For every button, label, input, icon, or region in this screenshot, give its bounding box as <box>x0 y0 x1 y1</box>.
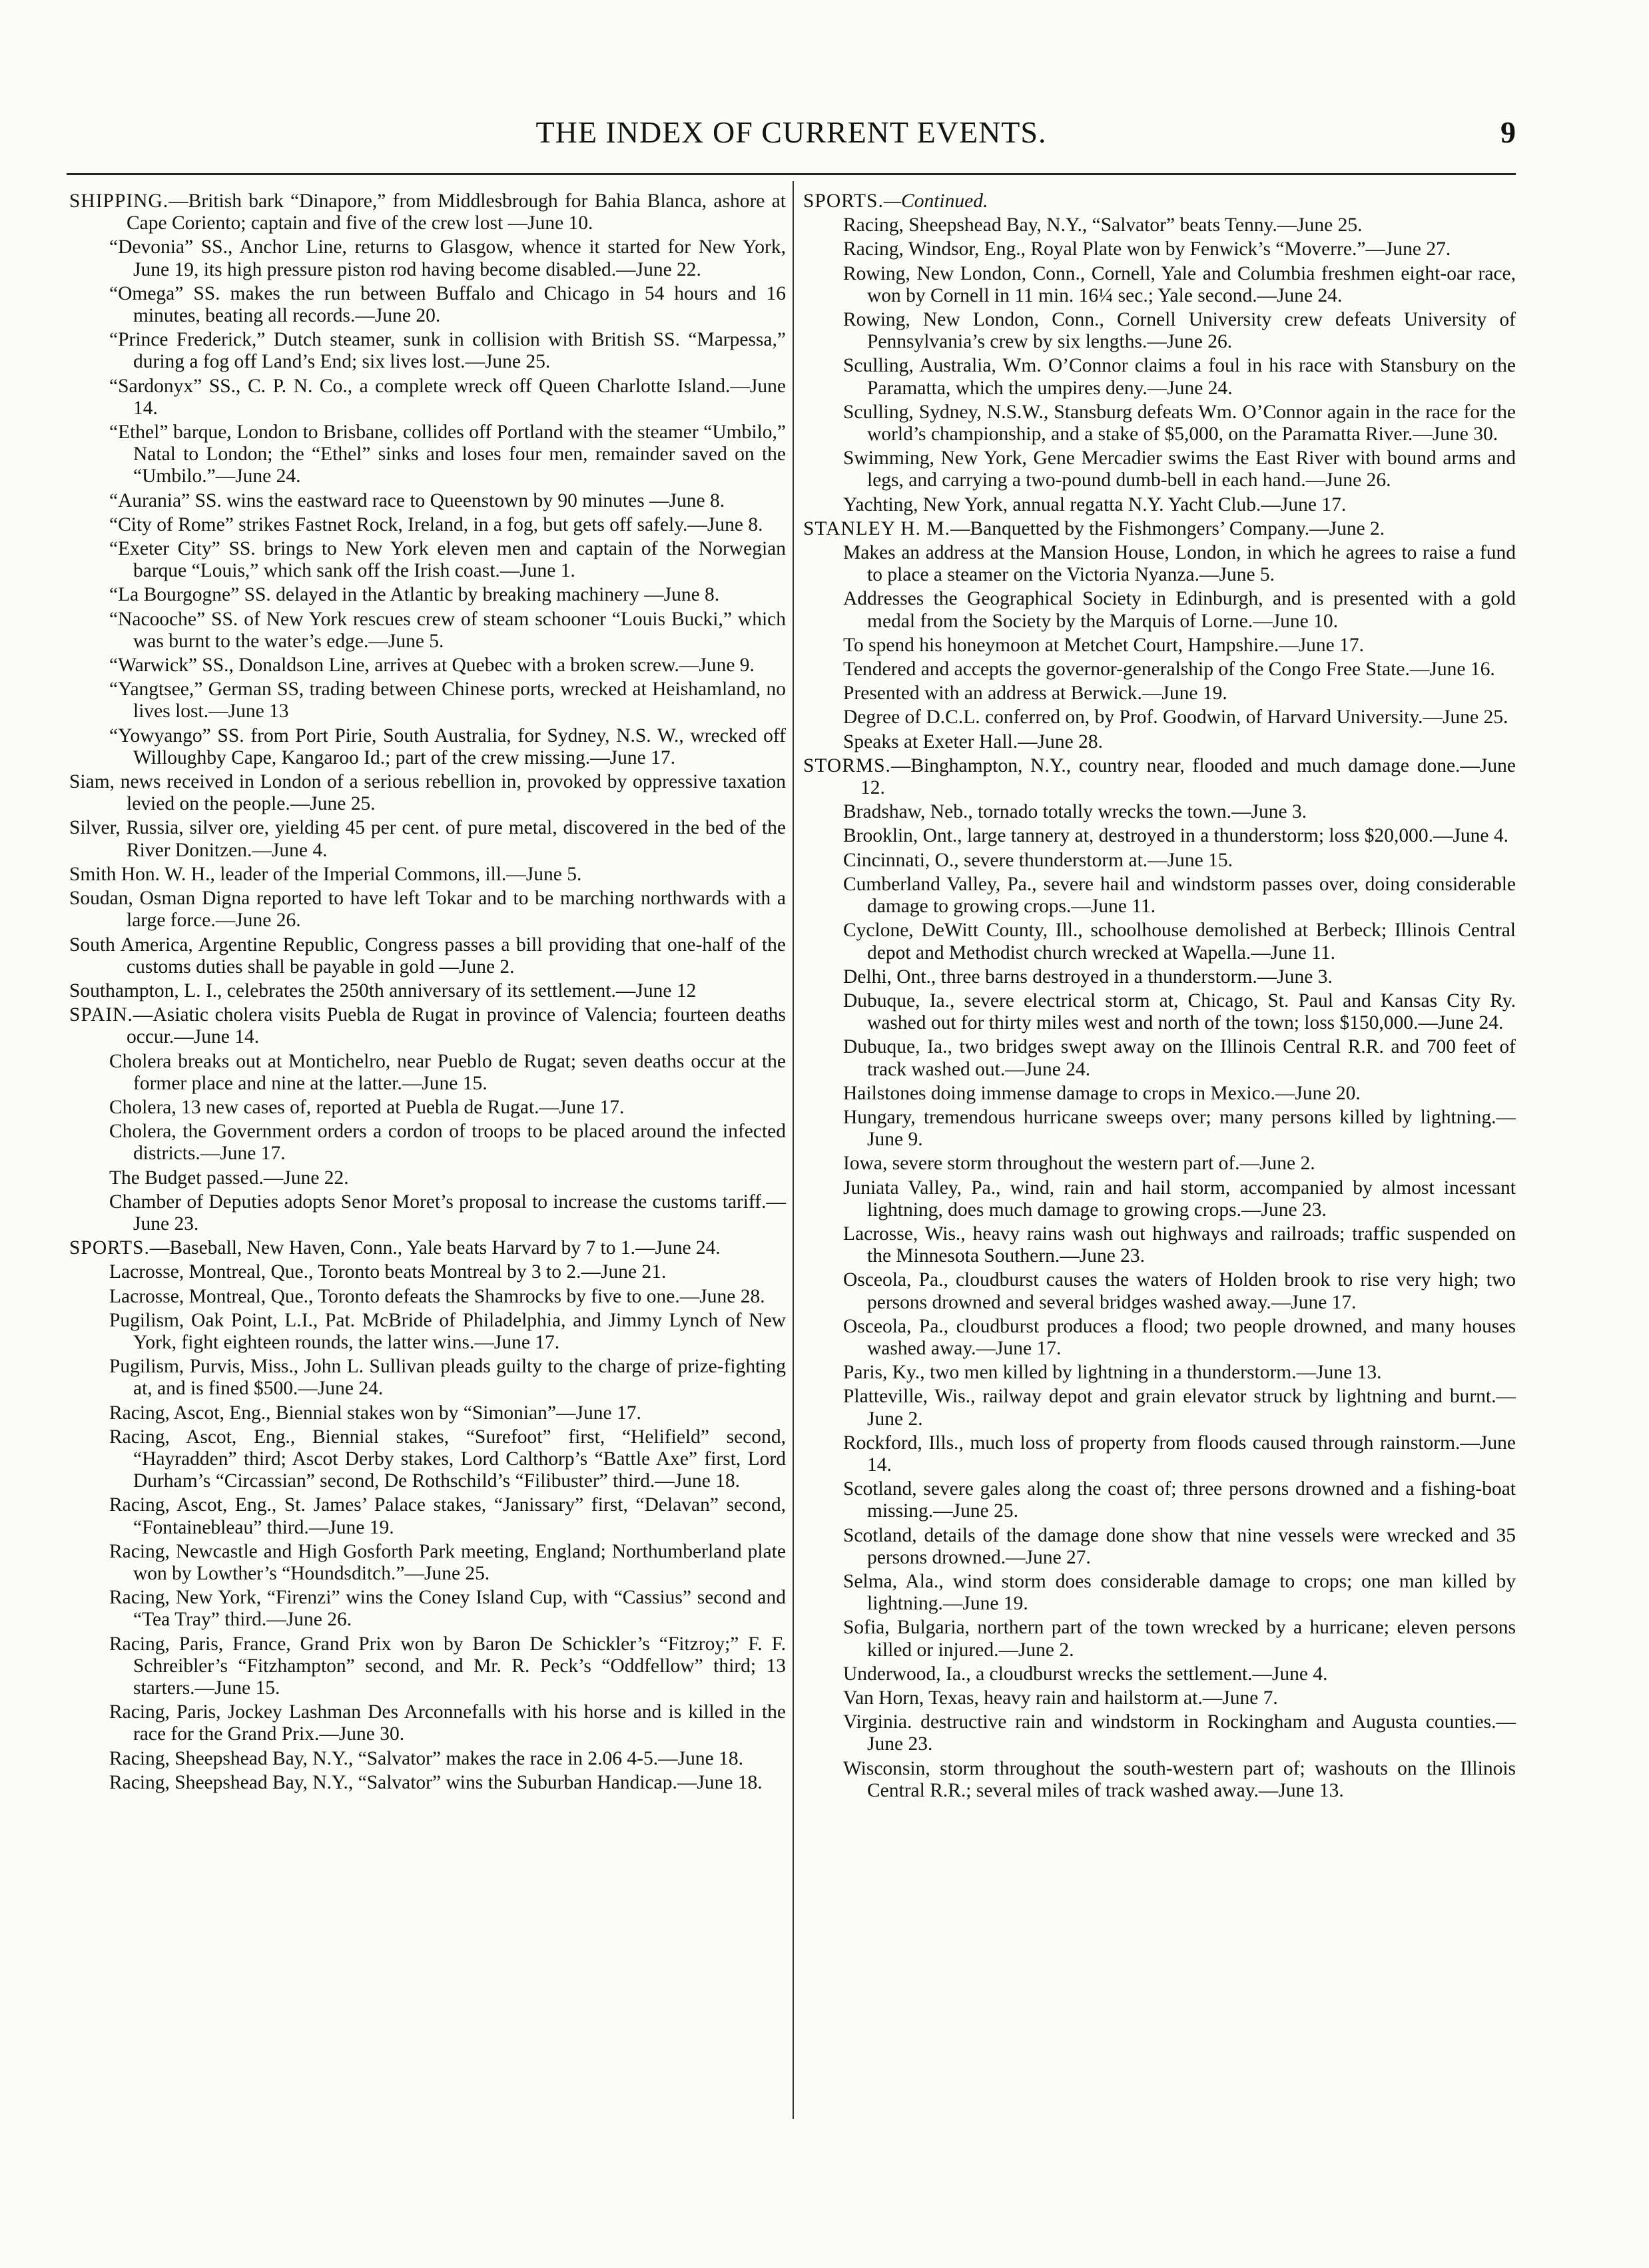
entry-text: “Omega” SS. makes the run between Buffalo and Chicago in 54 hours and 16 minutes, beating all records.—June 20. <box>109 282 786 327</box>
entry-heading: STANLEY H. M. <box>803 517 950 539</box>
index-entry <box>803 1386 1516 1430</box>
entry-text: Paris, Ky., two men killed by lightning in a thunderstorm.—June 13. <box>843 1362 1382 1384</box>
index-entry <box>69 1772 786 1794</box>
entry-text: Cholera, the Government orders a cordon of troops to be placed around the infected districts.—June 17. <box>109 1121 786 1165</box>
entry-text: Hungary, tremendous hurricane sweeps over; many persons killed by lightning.—June 9. <box>843 1106 1516 1151</box>
entry-text: Tendered and accepts the governor-generalship of the Congo Free State.—June 16. <box>843 659 1495 681</box>
entry-text: Silver, Russia, silver ore, yielding 45 per cent. of pure metal, discovered in the bed of the River Donitzen.—June 4. <box>69 817 786 861</box>
entry-text: Underwood, Ia., a cloudburst wrecks the settlement.—June 4. <box>843 1663 1328 1685</box>
index-entry <box>803 1571 1516 1615</box>
index-entry <box>803 1617 1516 1661</box>
index-entry <box>69 538 786 582</box>
entry-text: Racing, Paris, France, Grand Prix won by Baron De Schickler’s “Fitzroy;” F. F. Schreibler’s “Fitzhampton” second, and Mr. R. Peck’s “Oddfellow” third; 13 starters.—June 15. <box>109 1633 786 1699</box>
entry-text: Makes an address at the Mansion House, London, in which he agrees to raise a fund to place a steamer on the Victoria Nyanza.—June 5. <box>843 542 1516 586</box>
entry-text: Sofia, Bulgaria, northern part of the town wrecked by a hurricane; eleven persons killed or injured.—June 2. <box>843 1617 1516 1661</box>
index-entry <box>803 1107 1516 1151</box>
index-entry <box>803 731 1516 753</box>
entry-text: Lacrosse, Montreal, Que., Toronto defeats the Shamrocks by five to one.—June 28. <box>109 1285 765 1307</box>
entry-text: Racing, Sheepshead Bay, N.Y., “Salvator” wins the Suburban Handicap.—June 18. <box>109 1771 763 1793</box>
entry-text: Delhi, Ont., three barns destroyed in a thunderstorm.—June 3. <box>843 966 1333 988</box>
entry-text: Chamber of Deputies adopts Senor Moret’s proposal to increase the customs tariff.—June 23. <box>109 1191 786 1235</box>
entry-heading: SPORTS. <box>69 1237 150 1259</box>
entry-text: Brooklin, Ont., large tannery at, destroyed in a thunderstorm; loss $20,000.—June 4. <box>843 825 1509 847</box>
index-entry <box>69 1587 786 1631</box>
entry-text: South America, Argentine Republic, Congress passes a bill providing that one-half of the customs duties shall be payable in gold —June 2. <box>69 934 786 978</box>
index-entry <box>803 1083 1516 1105</box>
entry-text: “Aurania” SS. wins the eastward race to Queenstown by 90 minutes —June 8. <box>109 489 725 511</box>
index-entry <box>803 874 1516 918</box>
index-entry <box>803 966 1516 988</box>
entry-text: “La Bourgogne” SS. delayed in the Atlantic by breaking machinery —June 8. <box>109 584 720 606</box>
entry-text: Sculling, Sydney, N.S.W., Stansburg defeats Wm. O’Connor again in the race for the world’s championship, and a stake of $5,000, on the Paramatta River.—June 30. <box>843 401 1516 445</box>
index-entry <box>803 755 1516 799</box>
entry-text: “Exeter City” SS. brings to New York eleven men and captain of the Norwegian barque “Louis,” which sank off the Irish coast.—June 1. <box>109 538 786 582</box>
entry-text: Iowa, severe storm throughout the western part of.—June 2. <box>843 1153 1315 1175</box>
index-entry <box>69 817 786 861</box>
index-entry <box>69 1701 786 1745</box>
index-entry <box>69 725 786 769</box>
entry-text: To spend his honeymoon at Metchet Court, Hampshire.—June 17. <box>843 634 1365 656</box>
index-entry <box>69 980 786 1002</box>
entry-text: Addresses the Geographical Society in Edinburgh, and is presented with a gold medal from the Society by the Marquis of Lorne.—June 10. <box>843 588 1516 632</box>
entry-text: —Baseball, New Haven, Conn., Yale beats Harvard by 7 to 1.—June 24. <box>149 1237 721 1259</box>
entry-text: Rowing, New London, Conn., Cornell, Yale and Columbia freshmen eight-oar race, won by Cornell in 11 min. 16¼ sec.; Yale second.—June 24. <box>843 262 1516 306</box>
index-entry <box>803 1177 1516 1221</box>
index-entry <box>803 707 1516 728</box>
entry-text: Lacrosse, Wis., heavy rains wash out highways and railroads; traffic suspended on the Minnesota Southern.—June 23. <box>843 1223 1516 1267</box>
index-entry <box>69 1191 786 1235</box>
index-entry <box>69 514 786 536</box>
entry-text: Racing, Ascot, Eng., Biennial stakes won by “Simonian”—June 17. <box>109 1402 641 1424</box>
index-entry <box>69 1261 786 1283</box>
entry-heading: SPAIN. <box>69 1004 133 1026</box>
index-entry <box>803 1362 1516 1384</box>
entry-text: “Devonia” SS., Anchor Line, returns to Glasgow, whence it started for New York, June 19, its high pressure piston rod having become disabled.—June 22. <box>109 236 786 280</box>
index-entry <box>69 1748 786 1770</box>
entry-text: Van Horn, Texas, heavy rain and hailstorm at.—June 7. <box>843 1687 1278 1709</box>
index-entry <box>803 494 1516 516</box>
index-entry <box>803 214 1516 236</box>
index-entry <box>803 683 1516 705</box>
index-entry <box>69 679 786 722</box>
entry-text: —British bark “Dinapore,” from Middlesbrough for Bahia Blanca, ashore at Cape Coriento; captain and five of the crew lost —June 10. <box>127 190 786 234</box>
index-entry <box>803 1432 1516 1476</box>
index-entry <box>803 1223 1516 1267</box>
entry-text: Lacrosse, Montreal, Que., Toronto beats Montreal by 3 to 2.—June 21. <box>109 1261 667 1283</box>
index-entry <box>803 990 1516 1034</box>
index-entry <box>69 1541 786 1585</box>
index-entry <box>69 190 786 234</box>
index-entry <box>803 1711 1516 1755</box>
entry-text: Osceola, Pa., cloudburst produces a flood; two people drowned, and many houses washed away.—June 17. <box>843 1315 1516 1359</box>
index-entry <box>803 1316 1516 1360</box>
index-entry <box>69 771 786 815</box>
entry-text: Sculling, Australia, Wm. O’Connor claims a foul in his race with Stansbury on the Paramatta, which the umpires deny.—June 24. <box>843 355 1516 399</box>
entry-text: Cholera, 13 new cases of, reported at Puebla de Rugat.—June 17. <box>109 1096 625 1118</box>
entry-text: Speaks at Exeter Hall.—June 28. <box>843 730 1103 752</box>
index-entry <box>69 376 786 420</box>
entry-text: Scotland, details of the damage done show that nine vessels were wrecked and 35 persons drowned.—June 27. <box>843 1524 1516 1568</box>
index-entry <box>803 263 1516 307</box>
entry-text: “Sardonyx” SS., C. P. N. Co., a complete wreck off Queen Charlotte Island.—June 14. <box>109 375 786 419</box>
entry-text: —Asiatic cholera visits Puebla de Rugat in province of Valencia; fourteen deaths occur.—June 14. <box>127 1004 786 1048</box>
entry-text: —Banquetted by the Fishmongers’ Company.—June 2. <box>950 517 1385 539</box>
index-entry <box>69 1633 786 1700</box>
index-entry <box>69 1051 786 1095</box>
index-entry <box>69 283 786 327</box>
entry-heading: SPORTS. <box>803 190 884 212</box>
entry-text: Juniata Valley, Pa., wind, rain and hail storm, accompanied by almost incessant lightning, does much damage to growing crops.—June 23. <box>843 1177 1516 1221</box>
page-number: 9 <box>1500 115 1516 149</box>
column-divider <box>793 181 794 2119</box>
page-header <box>67 115 1516 161</box>
index-entry <box>69 1004 786 1048</box>
entry-text: Racing, New York, “Firenzi” wins the Coney Island Cup, with “Cassius” second and “Tea Tray” third.—June 26. <box>109 1587 786 1631</box>
index-entry <box>69 1426 786 1493</box>
entry-text: Rowing, New London, Conn., Cornell University crew defeats University of Pennsylvania’s crew by six lengths.—June 26. <box>843 309 1516 353</box>
index-entry <box>803 447 1516 491</box>
index-entry <box>803 1663 1516 1685</box>
entry-text: The Budget passed.—June 22. <box>109 1167 349 1189</box>
entry-text: “Ethel” barque, London to Brisbane, collides off Portland with the steamer “Umbilo,” Natal to London; the “Ethel” sinks and loses four men, remainder saved on the “Umbilo.”—June 24. <box>109 422 786 487</box>
entry-text: Racing, Ascot, Eng., Biennial stakes, “Surefoot” first, “Helifield” second, “Hayradden” third; Ascot Derby stakes, Lord Calthorp’s “Battle Axe” first, Lord Durham’s “Circassian” second, De Rothschild’s “Filibuster” third.—June 18. <box>109 1426 786 1492</box>
index-entry <box>803 518 1516 540</box>
left-column <box>69 190 786 1796</box>
entry-text: Wisconsin, storm throughout the south-western part of; washouts on the Illinois Central R.R.; several miles of track washed away.—June 13. <box>843 1757 1516 1801</box>
entry-text: Pugilism, Purvis, Miss., John L. Sullivan pleads guilty to the charge of prize-fighting at, and is fined $500.—June 24. <box>109 1356 786 1400</box>
index-entry <box>69 584 786 606</box>
entry-text: Racing, Newcastle and High Gosforth Park meeting, England; Northumberland plate won by Lowther’s “Houndsditch.”—June 25. <box>109 1540 786 1584</box>
entry-text: Bradshaw, Neb., tornado totally wrecks the town.—June 3. <box>843 801 1307 823</box>
entry-text: “Prince Frederick,” Dutch steamer, sunk in collision with British SS. “Marpessa,” during a fog off Land’s End; six lives lost.—June 25. <box>109 329 786 373</box>
entry-text: Racing, Windsor, Eng., Royal Plate won by Fenwick’s “Moverre.”—June 27. <box>843 238 1451 260</box>
entry-text: “Warwick” SS., Donaldson Line, arrives at Quebec with a broken screw.—June 9. <box>109 655 755 677</box>
index-entry <box>803 920 1516 964</box>
index-entry <box>69 1494 786 1538</box>
index-entry <box>803 1758 1516 1802</box>
index-entry <box>803 402 1516 445</box>
entry-text: Virginia. destructive rain and windstorm in Rockingham and Augusta counties.—June 23. <box>843 1711 1516 1755</box>
index-entry <box>803 190 1516 212</box>
entry-text: “Yowyango” SS. from Port Pirie, South Australia, for Sydney, N.S. W., wrecked off Willoughby Cape, Kangaroo Id.; part of the crew missing.—June 17. <box>109 724 786 768</box>
entry-text: Racing, Sheepshead Bay, N.Y., “Salvator” makes the race in 2.06 4-5.—June 18. <box>109 1747 743 1769</box>
entry-heading: STORMS. <box>803 754 891 776</box>
index-entry <box>803 825 1516 847</box>
index-entry <box>69 888 786 932</box>
entry-text: Hailstones doing immense damage to crops in Mexico.—June 20. <box>843 1082 1361 1104</box>
index-entry <box>803 588 1516 632</box>
index-entry <box>69 1310 786 1354</box>
entry-text: Degree of D.C.L. conferred on, by Prof. Goodwin, of Harvard University.—June 25. <box>843 707 1508 728</box>
entry-text: Presented with an address at Berwick.—June 19. <box>843 683 1227 705</box>
index-entry <box>69 1097 786 1119</box>
entry-text: Soudan, Osman Digna reported to have left Tokar and to be marching northwards with a large force.—June 26. <box>69 888 786 932</box>
entry-text: Swimming, New York, Gene Mercadier swims the East River with bound arms and legs, and carrying a two-pound dumb-bell in each hand.—June 26. <box>843 447 1516 491</box>
entry-text: Siam, news received in London of a serious rebellion in, provoked by oppressive taxation levied on the people.—June 25. <box>69 771 786 815</box>
index-entry <box>69 236 786 280</box>
index-entry <box>803 309 1516 353</box>
index-entry <box>69 1402 786 1424</box>
entry-text: Cincinnati, O., severe thunderstorm at.—June 15. <box>843 849 1233 871</box>
entry-text: Southampton, L. I., celebrates the 250th anniversary of its settlement.—June 12 <box>69 980 697 1001</box>
index-entry <box>803 1525 1516 1569</box>
entry-heading: SHIPPING. <box>69 190 169 212</box>
index-entry <box>803 1478 1516 1522</box>
index-entry <box>69 329 786 373</box>
entry-text: Dubuque, Ia., two bridges swept away on the Illinois Central R.R. and 700 feet of track washed out.—June 24. <box>843 1036 1516 1080</box>
index-entry <box>69 609 786 653</box>
entry-text: “Nacooche” SS. of New York rescues crew of steam schooner “Louis Bucki,” which was burnt to the water’s edge.—June 5. <box>109 608 786 652</box>
entry-text: Selma, Ala., wind storm does considerable damage to crops; one man killed by lightning.—June 19. <box>843 1570 1516 1615</box>
entry-text: Smith Hon. W. H., leader of the Imperial Commons, ill.—June 5. <box>69 863 582 885</box>
index-entry <box>803 1269 1516 1313</box>
entry-text: Racing, Paris, Jockey Lashman Des Arconnefalls with his horse and is killed in the race for the Grand Prix.—June 30. <box>109 1701 786 1745</box>
entry-text: Platteville, Wis., railway depot and grain elevator struck by lightning and burnt.—June 2. <box>843 1386 1516 1430</box>
index-entry <box>803 1687 1516 1709</box>
index-entry <box>69 864 786 886</box>
header-rule <box>67 173 1516 175</box>
right-column <box>803 190 1516 1804</box>
index-entry <box>803 1036 1516 1080</box>
entry-text: Pugilism, Oak Point, L.I., Pat. McBride of Philadelphia, and Jimmy Lynch of New York, fight eighteen rounds, the latter wins.—June 17. <box>109 1309 786 1353</box>
index-entry <box>803 542 1516 586</box>
index-entry <box>69 655 786 677</box>
entry-text: Racing, Ascot, Eng., St. James’ Palace stakes, “Janissary” first, “Delavan” second, “Fontainebleau” third.—June 19. <box>109 1494 786 1538</box>
entry-text: “Yangtsee,” German SS, trading between Chinese ports, wrecked at Heishamland, no lives lost.—June 13 <box>109 679 786 722</box>
index-entry <box>69 1286 786 1308</box>
entry-text: Scotland, severe gales along the coast of; three persons drowned and a fishing-boat missing.—June 25. <box>843 1478 1516 1522</box>
entry-text: Racing, Sheepshead Bay, N.Y., “Salvator” beats Tenny.—June 25. <box>843 214 1363 236</box>
entry-text: Dubuque, Ia., severe electrical storm at, Chicago, St. Paul and Kansas City Ry. washed out for thirty miles west and north of the town; loss $150,000.—June 24. <box>843 990 1516 1034</box>
index-entry <box>803 635 1516 657</box>
index-entry <box>69 1237 786 1259</box>
entry-text: Cyclone, DeWitt County, Ill., schoolhouse demolished at Berbeck; Illinois Central depot and Methodist church wrecked at Wapella.—June 11. <box>843 920 1516 964</box>
index-entry <box>803 850 1516 872</box>
entry-text: “City of Rome” strikes Fastnet Rock, Ireland, in a fog, but gets off safely.—June 8. <box>109 513 763 535</box>
index-entry <box>803 238 1516 260</box>
page-title: THE INDEX OF CURRENT EVENTS. <box>535 115 1047 149</box>
entry-text: Yachting, New York, annual regatta N.Y. Yacht Club.—June 17. <box>843 493 1347 515</box>
entry-text: Osceola, Pa., cloudburst causes the waters of Holden brook to rise very high; two persons drowned and several bridges washed away.—June 17. <box>843 1269 1516 1313</box>
index-entry <box>69 490 786 512</box>
entry-text: Rockford, Ills., much loss of property from floods caused through rainstorm.—June 14. <box>843 1432 1516 1476</box>
index-entry <box>803 355 1516 399</box>
index-entry <box>803 801 1516 823</box>
index-entry <box>803 659 1516 681</box>
entry-continued: —Continued. <box>883 190 988 212</box>
index-entry <box>69 1356 786 1400</box>
entry-text: Cholera breaks out at Montichelro, near Pueblo de Rugat; seven deaths occur at the former place and nine at the latter.—June 15. <box>109 1050 786 1094</box>
index-entry <box>69 934 786 978</box>
index-entry <box>69 422 786 488</box>
entry-text: —Binghampton, N.Y., country near, flooded and much damage done.—June 12. <box>860 754 1516 799</box>
index-entry <box>69 1121 786 1165</box>
index-entry <box>69 1167 786 1189</box>
entry-text: Cumberland Valley, Pa., severe hail and windstorm passes over, doing considerable damage to growing crops.—June 11. <box>843 873 1516 918</box>
index-entry <box>803 1153 1516 1175</box>
